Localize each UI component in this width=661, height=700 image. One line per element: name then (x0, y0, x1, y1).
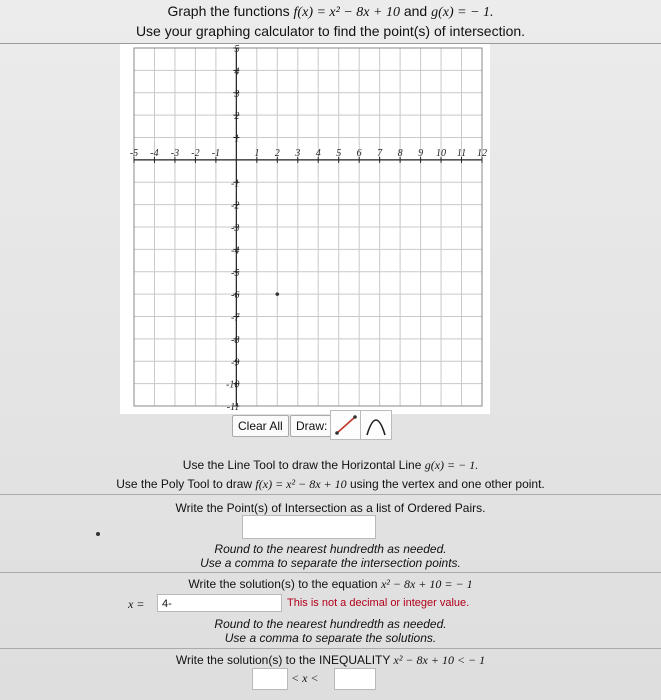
y-tick-label: -2 (231, 200, 240, 212)
coordinate-grid[interactable] (120, 44, 490, 414)
header-line-1 (0, 2, 661, 22)
inequality-lower-input[interactable] (252, 668, 288, 690)
validation-error: This is not a decimal or integer value. (287, 597, 470, 609)
x-tick-label: 7 (377, 147, 383, 159)
x-tick-label: 3 (295, 147, 301, 159)
y-tick-label: -8 (231, 334, 240, 346)
instruction-math: f(x) = x² − 8x + 10 (255, 477, 347, 491)
line-tool-icon (331, 411, 361, 439)
x-tick-label: -1 (211, 147, 221, 159)
intersection-points-input[interactable] (242, 515, 376, 539)
x-tick-label: -5 (129, 147, 139, 159)
part1-hint-2: Use a comma to separate the intersection points. (200, 556, 461, 570)
graph-panel[interactable] (120, 44, 490, 414)
instruction-line-1 (0, 458, 661, 473)
y-tick-label: 5 (234, 44, 240, 55)
x-tick-label: 1 (254, 147, 260, 159)
divider (0, 494, 661, 495)
y-tick-label: 3 (234, 88, 240, 100)
inequality-math: x² − 8x + 10 < − 1 (393, 653, 486, 667)
x-tick-label: 11 (456, 147, 467, 159)
line-tool-button[interactable] (330, 410, 362, 440)
x-tick-label: 10 (436, 147, 447, 159)
y-tick-label: -6 (231, 290, 240, 302)
part3-prompt (0, 653, 661, 668)
cursor-mark (96, 532, 100, 536)
equation-solution-input[interactable] (157, 594, 282, 612)
f-function: f(x) = x² − 8x + 10 (293, 5, 400, 20)
equation-math: x² − 8x + 10 = − 1 (380, 577, 473, 591)
y-tick-label: -1 (231, 178, 240, 190)
y-tick-label: -11 (226, 402, 240, 413)
prompt-text: Write the solution(s) to the INEQUALITY (175, 653, 394, 667)
divider (0, 572, 661, 573)
part2-hint-1: Round to the nearest hundredth as needed. (214, 617, 447, 631)
y-tick-label: -7 (231, 312, 240, 324)
draw-label: Draw: (290, 415, 333, 437)
instruction-text: Use the Poly Tool to draw (116, 477, 256, 491)
part2-hint-2: Use a comma to separate the solutions. (224, 631, 437, 645)
y-tick-label: -10 (226, 379, 240, 391)
x-tick-label: -2 (191, 147, 200, 159)
x-tick-label: 12 (477, 147, 487, 159)
instruction-text: Use the Line Tool to draw the Horizontal Line (182, 458, 425, 472)
y-tick-label: 1 (234, 133, 240, 145)
parabola-tool-icon (361, 411, 391, 439)
x-tick-label: 9 (418, 147, 424, 159)
graph-background (120, 44, 490, 414)
instruction-line-2 (0, 477, 661, 492)
prompt-text: Write the solution(s) to the equation (188, 577, 381, 591)
input-value: 4- (162, 598, 172, 610)
instruction-math: g(x) = − 1. (424, 458, 479, 472)
y-tick-label: -9 (231, 357, 240, 369)
y-tick-label: -3 (231, 223, 240, 234)
header-and: and (399, 3, 432, 19)
x-tick-label: 6 (356, 147, 362, 159)
inequality-middle: < x < (291, 671, 319, 685)
clear-all-button[interactable]: Clear All (232, 415, 289, 437)
x-tick-label: 4 (315, 147, 321, 159)
part2-prompt (0, 577, 661, 592)
x-tick-label: -3 (170, 147, 180, 159)
poly-tool-button[interactable] (360, 410, 392, 440)
question-header (0, 0, 661, 44)
y-tick-label: 4 (234, 66, 240, 78)
divider (0, 648, 661, 649)
part1-prompt: Write the Point(s) of Intersection as a list of Ordered Pairs. (175, 501, 486, 515)
y-tick-label: -5 (231, 267, 240, 279)
header-line-2: Use your graphing calculator to find the point(s) of intersection. (135, 23, 526, 39)
g-function: g(x) = − 1. (431, 5, 494, 20)
x-tick-label: 8 (397, 147, 403, 159)
y-tick-label: 2 (234, 111, 240, 123)
inequality-upper-input[interactable] (334, 668, 376, 690)
x-tick-label: 5 (336, 147, 342, 159)
y-tick-label: -4 (231, 245, 240, 257)
x-equals-label: x = (128, 597, 145, 611)
x-tick-label: -4 (150, 147, 159, 159)
instruction-text: using the vertex and one other point. (346, 477, 545, 491)
plotted-point (275, 292, 279, 296)
header-text: Graph the functions (167, 3, 294, 19)
part1-hint-1: Round to the nearest hundredth as needed. (214, 542, 447, 556)
x-tick-label: 2 (274, 147, 280, 159)
